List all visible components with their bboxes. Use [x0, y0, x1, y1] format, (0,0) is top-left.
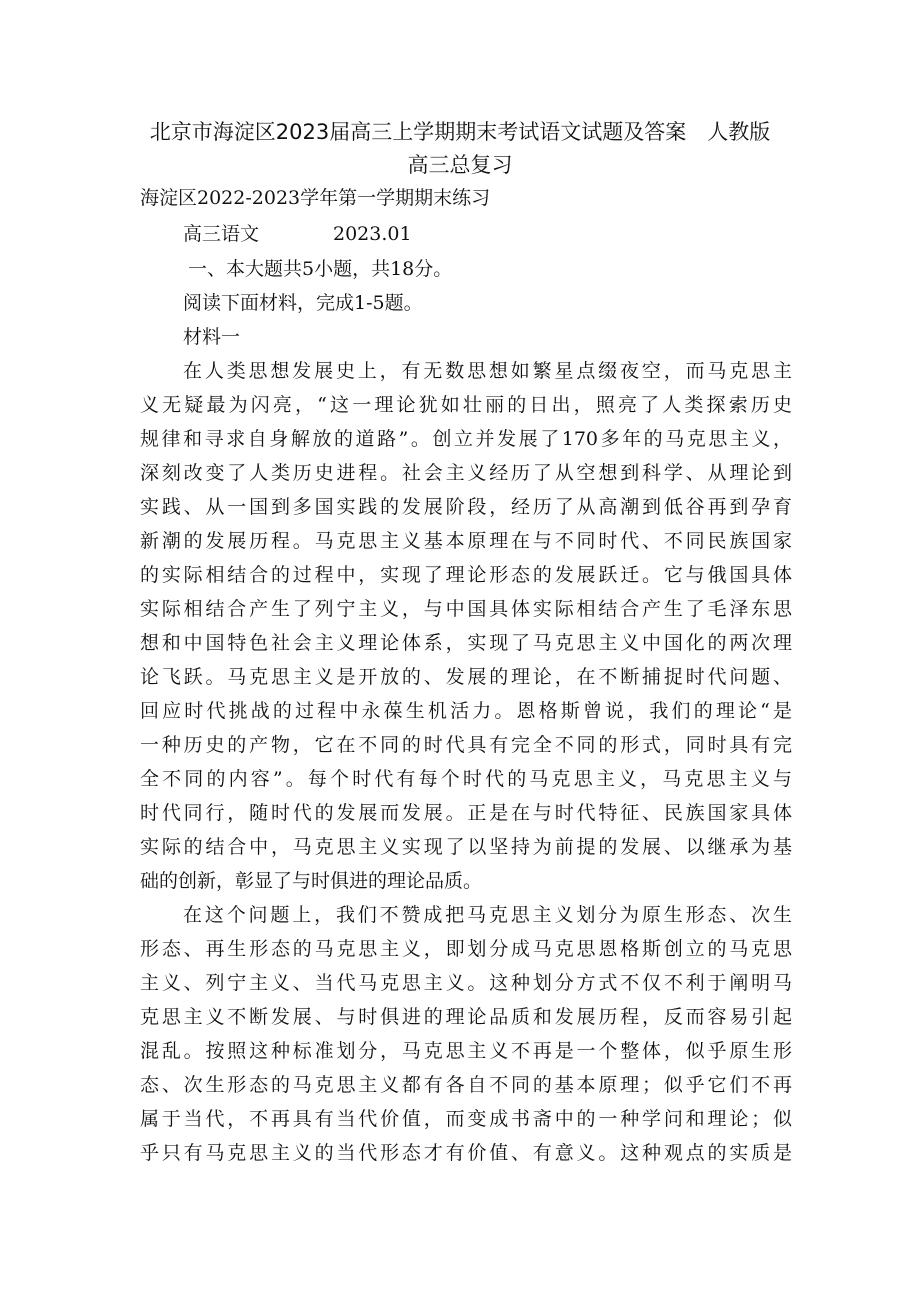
paragraph1-line: 实际的结合中，马克思主义实现了以坚持为前提的发展、以继承为基	[140, 836, 792, 858]
reading-instruction: 阅读下面材料，完成1-5题。	[183, 292, 423, 314]
paragraph2-line: 克思主义不断发展、与时俱进的理论品质和发展历程，反而容易引起	[140, 1006, 792, 1028]
paragraph2-line: 乎只有马克思主义的当代形态才有价值、有意义。这种观点的实质是	[140, 1142, 792, 1164]
paragraph2-line: 在这个问题上，我们不赞成把马克思主义划分为原生形态、次生	[183, 904, 792, 926]
exam-subtitle: 海淀区2022-2023学年第一学期期末练习	[140, 187, 491, 209]
paragraph1-line: 实际相结合产生了列宁主义，与中国具体实际相结合产生了毛泽东思	[140, 598, 792, 620]
paragraph1-line: 时代同行，随时代的发展而发展。正是在与时代特征、民族国家具体	[140, 802, 792, 824]
paragraph2-line: 态、次生形态的马克思主义都有各自不同的基本原理；似乎它们不再	[140, 1074, 792, 1096]
paragraph1-line: 想和中国特色社会主义理论体系，实现了马克思主义中国化的两次理	[140, 632, 792, 654]
paragraph1-line: 全不同的内容”。每个时代有每个时代的马克思主义，马克思主义与	[140, 768, 792, 790]
paragraph2-line: 形态、再生形态的马克思主义，即划分成马克思恩格斯创立的马克思	[140, 938, 792, 960]
paragraph2-line: 属于当代，不再具有当代价值，而变成书斋中的一种学问和理论；似	[140, 1108, 792, 1130]
exam-subject: 高三语文	[183, 223, 260, 245]
paragraph1-line: 础的创新，彰显了与时俱进的理论品质。	[140, 870, 483, 892]
document-title-line1: 北京市海淀区2023届高三上学期期末考试语文试题及答案 人教版	[149, 120, 771, 144]
document-title-line2: 高三总复习	[407, 153, 513, 177]
paragraph2-line: 混乱。按照这种标准划分，马克思主义不再是一个整体，似乎原生形	[140, 1040, 792, 1062]
paragraph1-line: 实践、从一国到多国实践的发展阶段，经历了从高潮到低谷再到孕育	[140, 496, 792, 518]
paragraph1-line: 深刻改变了人类历史进程。社会主义经历了从空想到科学、从理论到	[140, 462, 792, 484]
paragraph1-line: 规律和寻求自身解放的道路”。创立并发展了170多年的马克思主义，	[140, 428, 792, 450]
paragraph1-line: 回应时代挑战的过程中永葆生机活力。恩格斯曾说，我们的理论“是	[140, 700, 792, 722]
paragraph1-line: 义无疑最为闪亮，“这一理论犹如壮丽的日出，照亮了人类探索历史	[140, 394, 792, 416]
paragraph1-line: 新潮的发展历程。马克思主义基本原理在与不同时代、不同民族国家	[140, 530, 792, 552]
paragraph1-line: 论飞跃。马克思主义是开放的、发展的理论，在不断捕捉时代问题、	[140, 666, 792, 688]
paragraph1-line: 的实际相结合的过程中，实现了理论形态的发展跃迁。它与俄国具体	[140, 564, 792, 586]
section-heading: 一、本大题共5小题，共18分。	[188, 258, 453, 280]
exam-date: 2023.01	[333, 223, 412, 245]
material-label: 材料一	[183, 326, 241, 348]
paragraph2-line: 主义、列宁主义、当代马克思主义。这种划分方式不仅不利于阐明马	[140, 972, 792, 994]
paragraph1-line: 在人类思想发展史上，有无数思想如繁星点缀夜空，而马克思主	[183, 360, 792, 382]
paragraph1-line: 一种历史的产物，它在不同的时代具有完全不同的形式，同时具有完	[140, 734, 792, 756]
